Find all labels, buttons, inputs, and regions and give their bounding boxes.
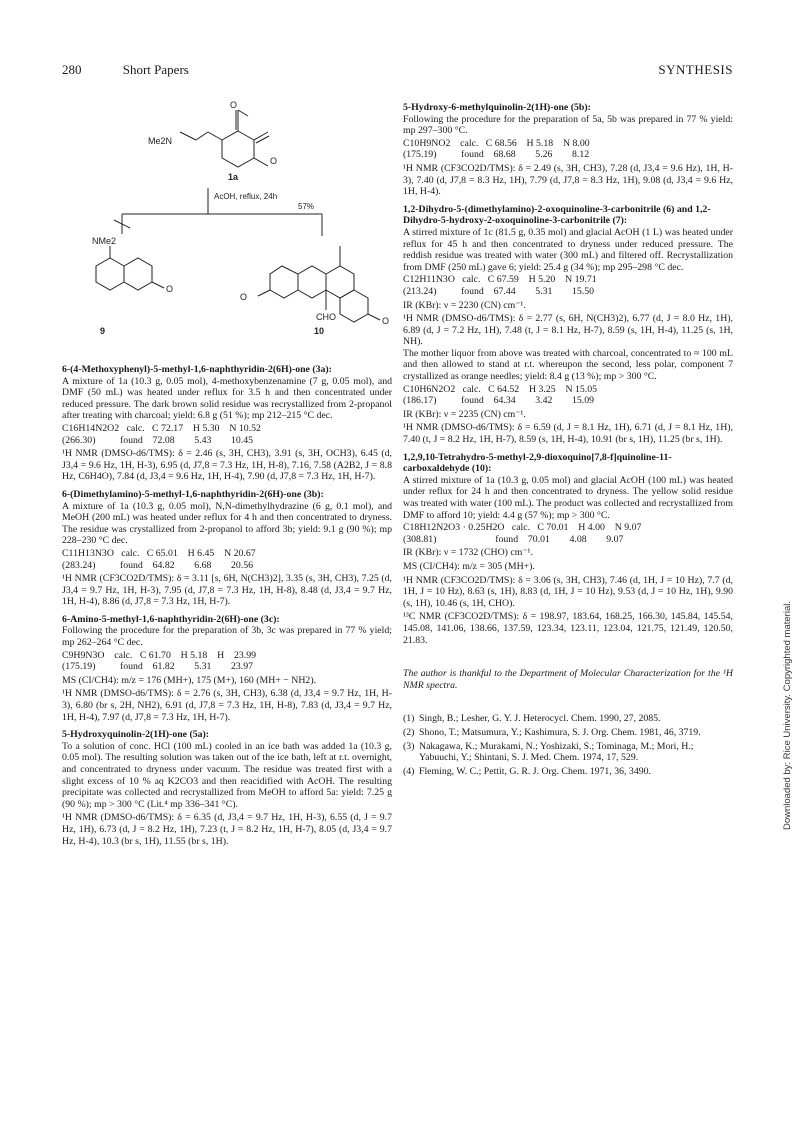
scheme-me2n: Me2N [148, 136, 173, 146]
reference-number: (1) [403, 713, 415, 725]
scheme-o-10b: O [382, 316, 390, 326]
left-column-nmr: ¹H NMR (DMSO-d6/TMS): δ = 2.46 (s, 3H, CH3), 3.91 (s, 3H, OCH3), 6.45 (d, J3,4 = 9.6 Hz, 1H, H-3), 6.95 (d, J7,8 = 7.3 Hz, 1H, H-8), 7.16, 7.58 (A2B2, J = 8.8 Hz, C6H4O), 7.84 (d, J3,4 = 9.6 Hz, 1H, H-4), 7.90 (d, J7,8 = 7.3 Hz, 1H, H-7). [62, 448, 392, 483]
download-watermark-text: Downloaded by: Rice University. Copyrighted material. [782, 601, 793, 830]
label-1a: 1a [228, 172, 239, 182]
scheme-o2-1a: O [270, 156, 278, 166]
reference-item [403, 713, 733, 725]
right-column-nmr: ¹H NMR (DMSO-d6/TMS): δ = 2.77 (s, 6H, N(CH3)2), 6.77 (d, J = 8.0 Hz, 1H), 6.89 (d, J = 7.2 Hz, 1H), 7.48 (t, J = 8.1 Hz, H-7), 8.59 (s, 1H, H-4), 11.25 (s, 1H, NH). [403, 313, 733, 348]
scheme-drawing [62, 96, 392, 358]
left-column-heading: 6-Amino-5-methyl-1,6-naphthyridin-2(6H)-one (3c): [62, 613, 280, 625]
right-column-anal: C12H11N3O calc. C 67.59 H 5.20 N 19.71 (213.24) found 67.44 5.31 15.50 [403, 274, 597, 297]
right-column-para: A stirred mixture of 1a (10.3 g, 0.05 mol) and glacial AcOH (100 mL) was heated under reflux for 24 h and then concentrated to dryness. The yellow solid residue was treated with water (100 mL). The product was collected and recrystallized from DMF to afford 10; yield: 4.4 g (57 %); mp > 300 °C. [403, 474, 733, 521]
right-column-anal: C10H6N2O2 calc. C 64.52 H 3.25 N 15.05 (186.17) found 64.34 3.42 15.09 [403, 383, 598, 407]
reference-number: (2) [403, 726, 415, 738]
right-column [403, 96, 733, 779]
left-column-anal: C16H14N2O2 calc. C 72.17 H 5.30 N 10.52 (266.30) found 72.08 5.43 10.45 [62, 422, 261, 446]
left-column-anal: C11H13N3O calc. C 65.01 H 6.45 N 20.67 (283.24) found 64.82 6.68 20.56 [62, 547, 256, 571]
left-column-body [62, 364, 392, 847]
scheme-o-9: O [166, 284, 174, 294]
left-column-para: To a solution of conc. HCl (100 mL) cooled in an ice bath was added 1a (10.3 g, 0.05 mol). The resulting solution was taken out of the ice bath, left at r.t. overnight, and concentrated to dryness under vacuum. The residue was treated first with a slight excess of 10 % aq K2CO3 and then reacidified with AcOH. The resulting precipitate was collected and recrystallized from MeOH to afford 5a: yield: 7.25 g (90 %); mp > 300 °C (Lit.⁴ mp 336–341 °C). [62, 740, 392, 810]
right-column-body [403, 102, 733, 646]
right-column-nmr: ¹H NMR (DMSO-d6/TMS): δ = 6.59 (d, J = 8.1 Hz, 1H), 6.71 (d, J = 8.1 Hz, 1H), 7.40 (t, J = 8.2 Hz, 1H, H-7), 8.59 (s, 1H, H-4), 10.91 (br s, 1H), 11.25 (br s, 1H). [403, 422, 733, 446]
reference-item [403, 766, 733, 778]
right-column-heading: 1,2,9,10-Tetrahydro-5-methyl-2,9-dioxoquino[7,8-f]quinoline-11-carboxaldehyde (10): [403, 451, 672, 475]
left-column-nmr: ¹H NMR (CF3CO2D/TMS): δ = 3.11 [s, 6H, N(CH3)2], 3.35 (s, 3H, CH3), 7.25 (d, J3,4 = 9.7 Hz, 1H, H-3), 7.95 (d, J7,8 = 7.3 Hz, 1H, H-8), 8.48 (d, J3,4 = 9.7 Hz, 1H, H-4), 8.86 (d, J7,8 = 7.3 Hz, 1H, H-7). [62, 573, 392, 608]
label-9: 9 [100, 326, 106, 336]
right-column-nmr: ¹H NMR (CF3CO2D/TMS): δ = 2.49 (s, 3H, CH3), 7.28 (d, J3,4 = 9.6 Hz), 1H, H-3), 7.40 (d, J7,8 = 8.3 Hz, 1H), 7.79 (d, J7,8 = 8.3 Hz, 1H), 9.08 (d, J3,4 = 9.6 Hz, 1H, H-4). [403, 162, 733, 198]
right-column-heading: 1,2-Dihydro-5-(dimethylamino)-2-oxoquinoline-3-carbonitrile (6) and 1,2-Dihydro-5-hydroxy-2-oxoquinoline-3-carbonitrile (7): [403, 203, 711, 227]
download-watermark [772, 470, 793, 830]
scheme-conditions: AcOH, reflux, 24h [214, 192, 278, 201]
left-column-heading: 5-Hydroxyquinolin-2(1H)-one (5a): [62, 729, 210, 741]
right-column-nmr: MS (CI/CH4): m/z = 305 (MH+). [403, 560, 535, 572]
label-10: 10 [314, 326, 325, 336]
reference-number: (4) [403, 765, 415, 777]
scheme-yield: 57% [298, 202, 315, 211]
right-column-nmr: IR (KBr): ν = 1732 (CHO) cm⁻¹. [403, 547, 533, 559]
scheme-cho: CHO [316, 312, 336, 322]
left-column-para: A mixture of 1a (10.3 g, 0.05 mol), N,N-dimethylhydrazine (6 g, 0.1 mol), and MeOH (200 mL) was heated under reflux for 4 h and then concentrated to dryness. The residue was crystallized from 2-propanol to afford 3b; yield: 9.1 g (90 %); mp 228–230 °C dec. [62, 500, 392, 547]
right-column-nmr: ¹H NMR (CF3CO2D/TMS): δ = 3.06 (s, 3H, CH3), 7.46 (d, 1H, J = 10 Hz), 7.7 (d, 1H, J = 10 Hz), 8.63 (s, 1H), 8.83 (d, 1H, J = 10 Hz), 9.53 (d, J = 10 Hz, 1H), 9.90 (s, 1H), 10.46 (s, 1H, CHO). [403, 574, 733, 609]
reference-text: Shono, T.; Matsumura, Y.; Kashimura, S. J. Org. Chem. 1981, 46, 3719. [419, 726, 701, 738]
reference-number: (3) [403, 740, 415, 752]
scheme-nme2: NMe2 [92, 236, 117, 246]
left-column-heading: 6-(Dimethylamino)-5-methyl-1,6-naphthyridin-2(6H)-one (3b): [62, 488, 324, 500]
left-column-nmr: MS (CI/CH4): m/z = 176 (MH+), 175 (M+), 160 (MH+ − NH2). [62, 674, 317, 686]
references-list [403, 713, 733, 777]
right-column-anal: C18H12N2O3 · 0.25H2O calc. C 70.01 H 4.00 N 9.07 (308.81) found 70.01 4.08 9.07 [403, 522, 642, 545]
reference-text: Singh, B.; Lesher, G. Y. J. Heterocycl. Chem. 1990, 27, 2085. [419, 713, 661, 725]
left-column-nmr: ¹H NMR (DMSO-d6/TMS): δ = 2.76 (s, 3H, CH3), 6.38 (d, J3,4 = 9.7 Hz, 1H, H-3), 6.80 (br s, 2H, NH2), 6.91 (d, J7,8 = 7.3 Hz, 1H, H-8), 7.83 (d, J3,4 = 9.7 Hz, 1H, H-4), 7.97 (d, J7,8 = 7.3 Hz, 1H, H-7). [62, 688, 392, 723]
right-column-nmr: ¹³C NMR (CF3CO2D/TMS): δ = 198.97, 183.64, 168.25, 166.30, 145.84, 145.54, 145.08, 141.06, 138.66, 137.59, 123.34, 123.11, 123.04, 121.75, 121.49, 120.50, 21.83. [403, 611, 733, 646]
right-column-para: Following the procedure for the preparation of 5a, 5b was prepared in 77 % yield: mp 297–300 °C. [403, 113, 733, 137]
reference-item [403, 727, 733, 739]
right-column-anal: C10H9NO2 calc. C 68.56 H 5.18 N 8.00 (175.19) found 68.68 5.26 8.12 [403, 137, 590, 161]
reaction-scheme [62, 96, 392, 358]
journal-section: Short Papers [122, 62, 189, 77]
left-column [62, 96, 392, 847]
left-column-nmr: ¹H NMR (DMSO-d6/TMS): δ = 6.35 (d, J3,4 = 9.7 Hz, 1H, H-3), 6.55 (d, J = 9.7 Hz, 1H), 6.73 (d, J = 8.2 Hz, 1H), 7.23 (t, J = 8.2 Hz, 1H, H-7), 8.05 (d, J3,4 = 9.7 Hz, H-4), 10.3 (br s, 1H), 11.55 (br s, 1H). [62, 812, 392, 847]
left-column-para: A mixture of 1a (10.3 g, 0.05 mol), 4-methoxybenzenamine (7 g, 0.05 mol), and DMF (50 mL) was heated under reflux for 3.5 h and then concentrated under reduced pressure. The dark brown solid residue was recrystallized from 2-propanol after treating with charcoal; yield: 6.8 g (51 %); mp 212–215 °C dec. [62, 375, 392, 422]
acknowledgement: The author is thankful to the Department of Molecular Characterization for the ¹H NMR spectra. [403, 668, 733, 691]
journal-name: SYNTHESIS [658, 62, 733, 77]
right-column-nmr: IR (KBr): ν = 2230 (CN) cm⁻¹. [403, 299, 526, 311]
left-column-heading: 6-(4-Methoxyphenyl)-5-methyl-1,6-naphthyridin-2(6H)-one (3a): [62, 364, 332, 375]
right-column-para: A stirred mixture of 1c (81.5 g, 0.35 mol) and glacial AcOH (1 L) was heated under reflux for 45 h and then concentrated to dryness under reduced pressure. The reddish residue was treated with water (300 mL) and filtered off. Recrystallization from DMF (250 mL) gave 6; yield: 25.4 g (34 %); mp 295–298 °C dec. [403, 226, 733, 273]
left-column-anal: C9H9N3O calc. C 61.70 H 5.18 H 23.99 (175.19) found 61.82 5.31 23.97 [62, 649, 257, 673]
left-column-para: Following the procedure for the preparation of 3b, 3c was prepared in 77 % yield; mp 262–264 °C dec. [62, 625, 392, 649]
reference-text: Nakagawa, K.; Murakami, N.; Yoshizaki, S.; Tominaga, M.; Mori, H.; Yabuuchi, Y.; Shintani, S. J. Med. Chem. 1974, 17, 529. [419, 740, 694, 764]
right-column-nmr: IR (KBr): ν = 2235 (CN) cm⁻¹. [403, 408, 526, 420]
right-column-para: The mother liquor from above was treated with charcoal, concentrated to ≈ 100 mL and then allowed to stand at r.t. whereupon the second, less polar, component 7 crystallized as orange needles; yield: 8.4 g (13 %); mp > 300 °C. [403, 347, 733, 383]
reference-text: Fleming, W. C.; Pettit, G. R. J. Org. Chem. 1971, 36, 3490. [419, 765, 651, 777]
scheme-o-1a: O [230, 100, 238, 110]
page-number: 280 [62, 62, 82, 77]
right-column-heading: 5-Hydroxy-6-methylquinolin-2(1H)-one (5b): [403, 102, 591, 113]
scheme-o-10a: O [240, 292, 248, 302]
reference-item [403, 741, 733, 764]
